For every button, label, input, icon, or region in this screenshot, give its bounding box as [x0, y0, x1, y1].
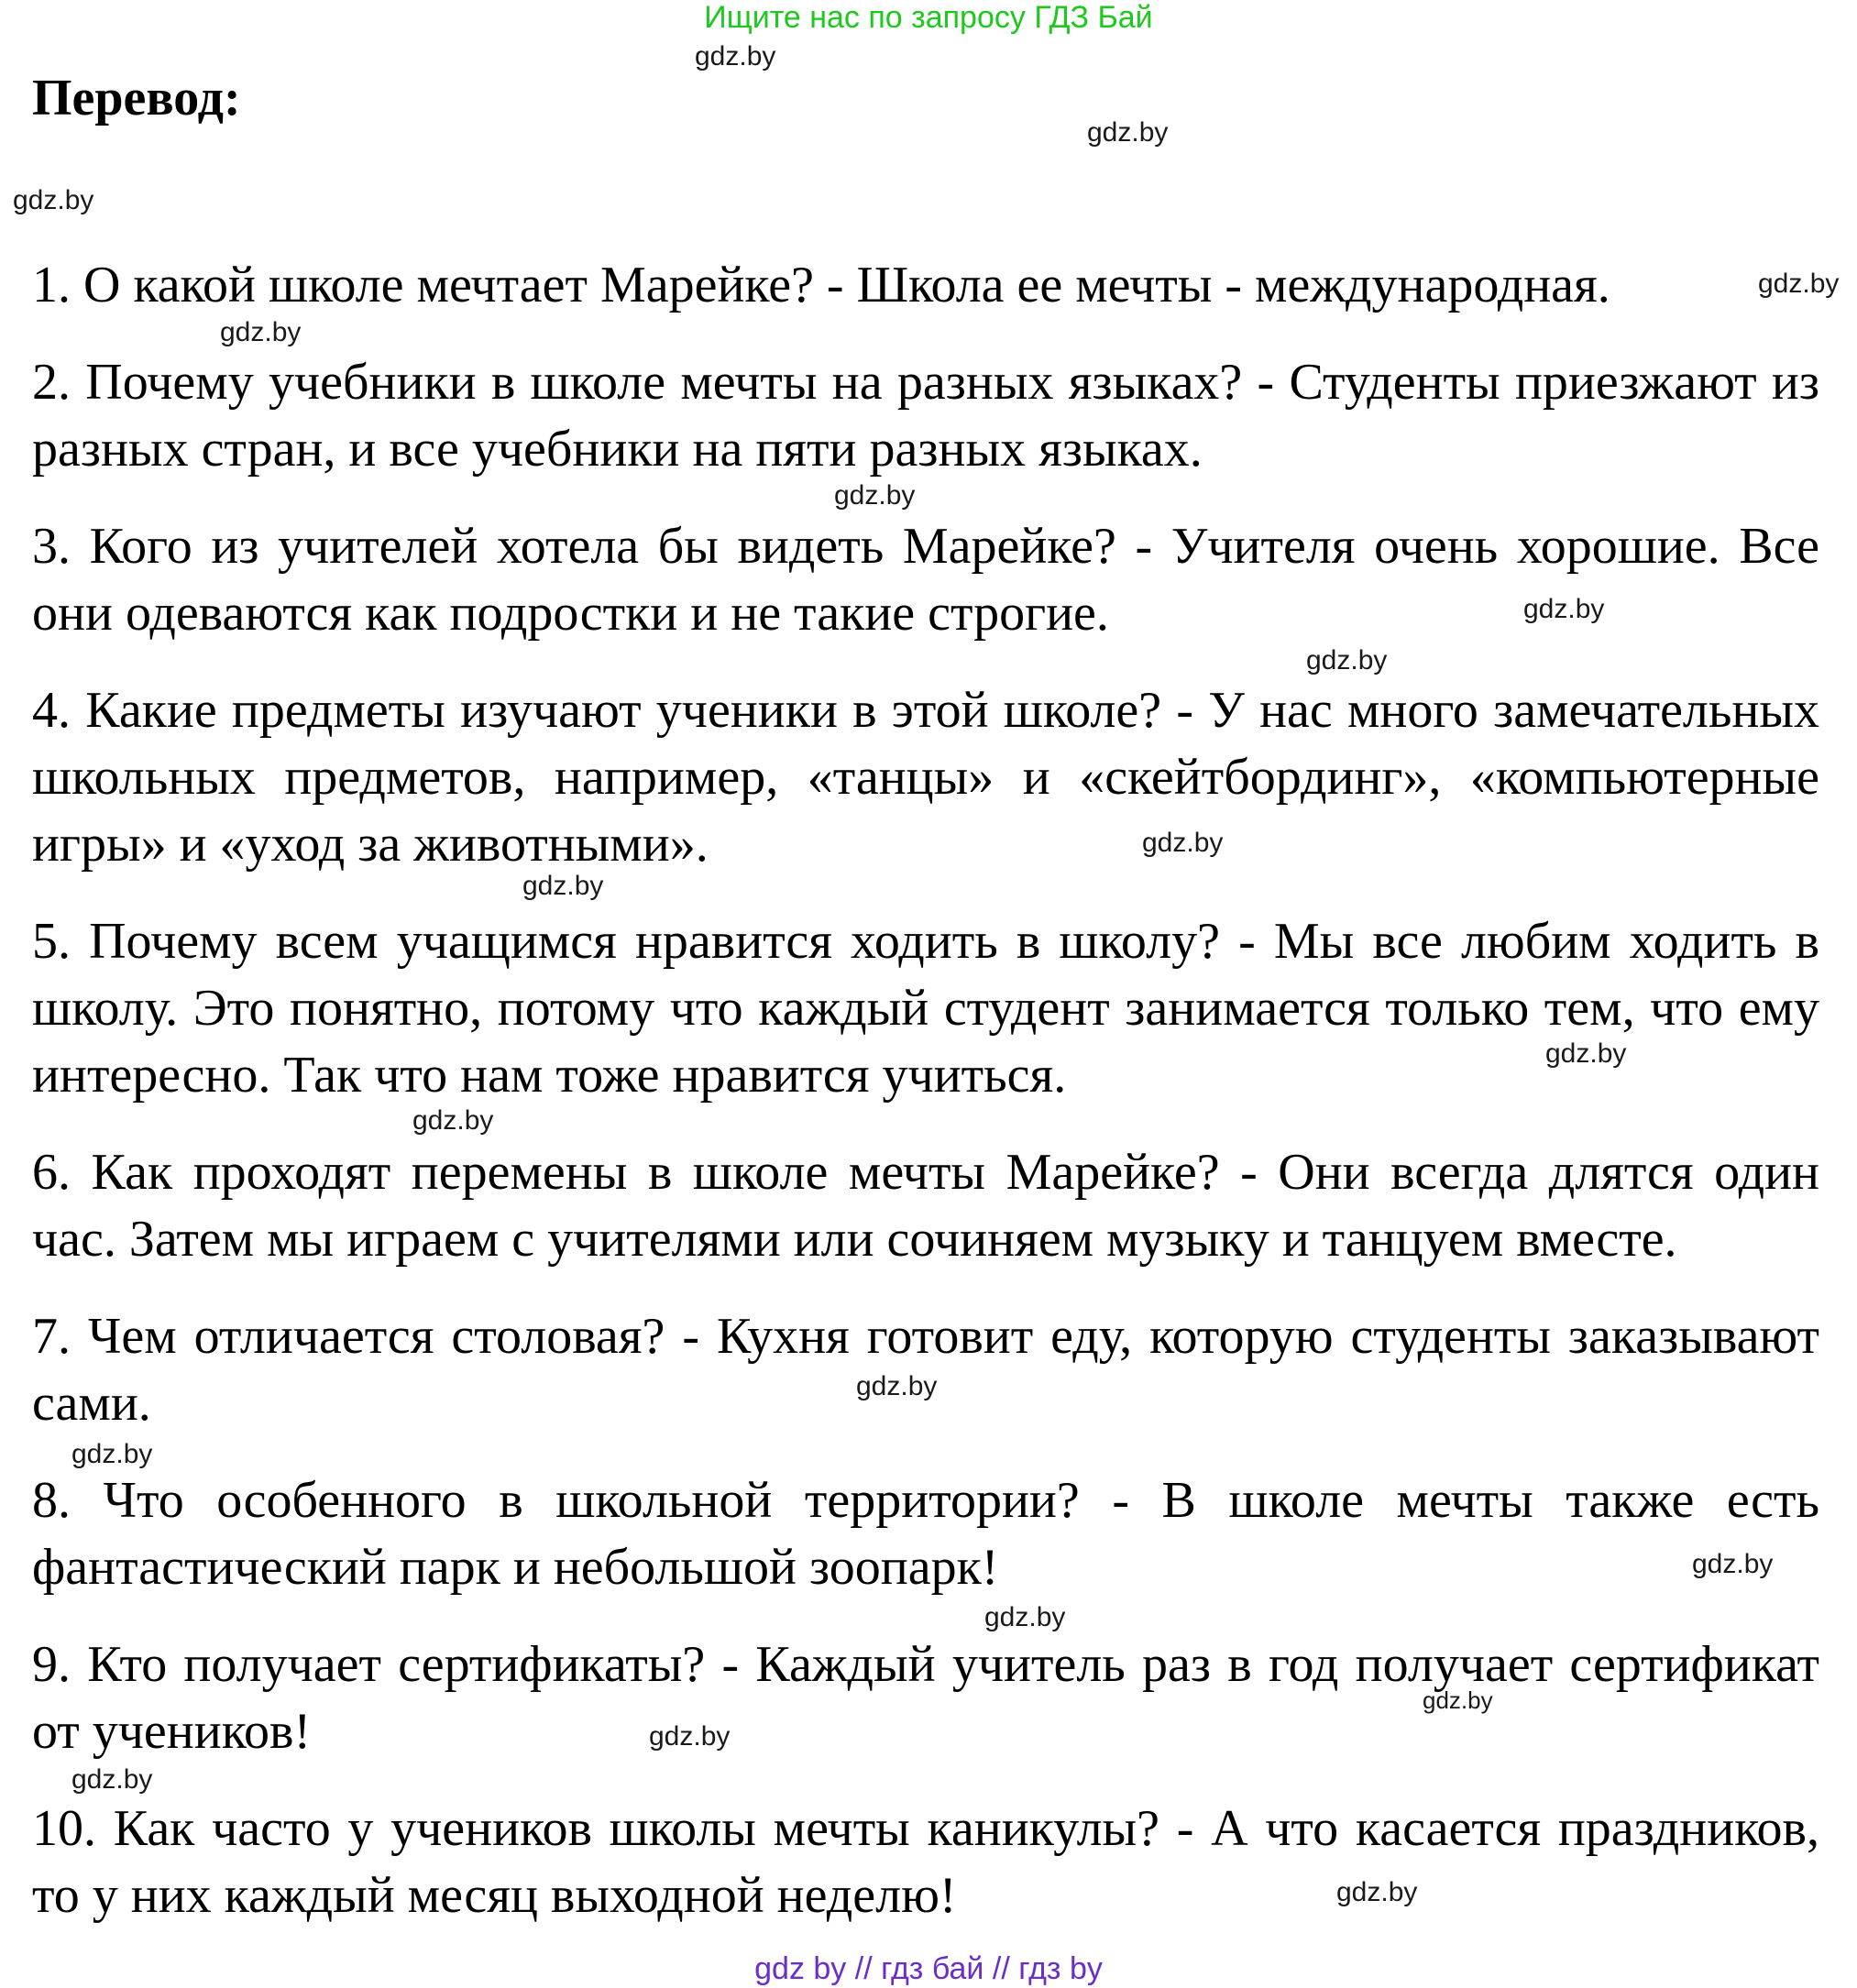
watermark: gdz.by — [1142, 828, 1224, 858]
watermark: gdz.by — [856, 1371, 938, 1401]
qa-item-2: 2. Почему учебники в школе мечты на разных языках? - Студенты приезжают из разных стран, и все учебники на пяти разных языках. — [32, 354, 1819, 478]
watermark: gdz.by — [984, 1602, 1066, 1632]
qa-item-5: 5. Почему всем учащимся нравится ходить в школу? - Мы все любим ходить в школу. Это понятно, потому что каждый студент занимается только тем, что ему интересно. Так что нам тоже нравится учиться. — [32, 913, 1819, 1104]
watermark: gdz.by — [695, 41, 776, 71]
watermark: gdz.by — [71, 1764, 153, 1795]
watermark: gdz.by — [834, 480, 916, 511]
watermark: gdz.by — [412, 1105, 494, 1136]
qa-item-4: 4. Какие предметы изучают ученики в этой школе? - У нас много замечательных школьных предметов, например, «танцы» и «скейтбординг», «компьютерные игры» и «уход за животными». — [32, 682, 1819, 873]
footer-links: gdz by // гдз бай // гдз by — [754, 1951, 1103, 1986]
qa-item-3: 3. Кого из учителей хотела бы видеть Марейке? - Учителя очень хорошие. Все они одеваются как подростки и не такие строгие. — [32, 518, 1819, 642]
watermark: gdz.by — [1423, 1686, 1493, 1714]
page-title: Перевод: — [32, 70, 241, 126]
watermark: gdz.by — [13, 185, 94, 215]
qa-item-6: 6. Как проходят перемены в школе мечты Марейке? - Они всегда длятся один час. Затем мы играем с учителями или сочиняем музыку и танцуем вместе. — [32, 1144, 1819, 1268]
watermark: gdz.by — [649, 1721, 731, 1752]
watermark: gdz.by — [1545, 1038, 1627, 1069]
watermark: gdz.by — [1758, 269, 1840, 299]
qa-item-8: 8. Что особенного в школьной территории? - В школе мечты также есть фантастический парк и небольшой зоопарк! — [32, 1472, 1819, 1596]
watermark: gdz.by — [522, 871, 604, 901]
watermark: gdz.by — [220, 317, 302, 347]
qa-item-10: 10. Как часто у учеников школы мечты каникулы? - А что касается праздников, то у них каждый месяц выходной неделю! — [32, 1800, 1819, 1924]
qa-item-1: 1. О какой школе мечтает Марейке? - Школа ее мечты - международная. — [32, 257, 1610, 313]
translation-list — [32, 252, 1819, 1960]
qa-item-7: 7. Чем отличается столовая? - Кухня готовит еду, которую студенты заказывают сами. — [32, 1308, 1819, 1432]
watermark: gdz.by — [1523, 594, 1605, 624]
watermark: gdz.by — [1692, 1549, 1774, 1579]
watermark: gdz.by — [1306, 645, 1388, 675]
watermark: gdz.by — [71, 1439, 153, 1469]
qa-item-9: 9. Кто получает сертификаты? - Каждый учитель раз в год получает сертификат от учеников! — [32, 1636, 1819, 1760]
watermark: gdz.by — [1087, 117, 1169, 148]
top-banner: Ищите нас по запросу ГДЗ Бай — [704, 0, 1153, 35]
watermark: gdz.by — [1336, 1877, 1418, 1907]
